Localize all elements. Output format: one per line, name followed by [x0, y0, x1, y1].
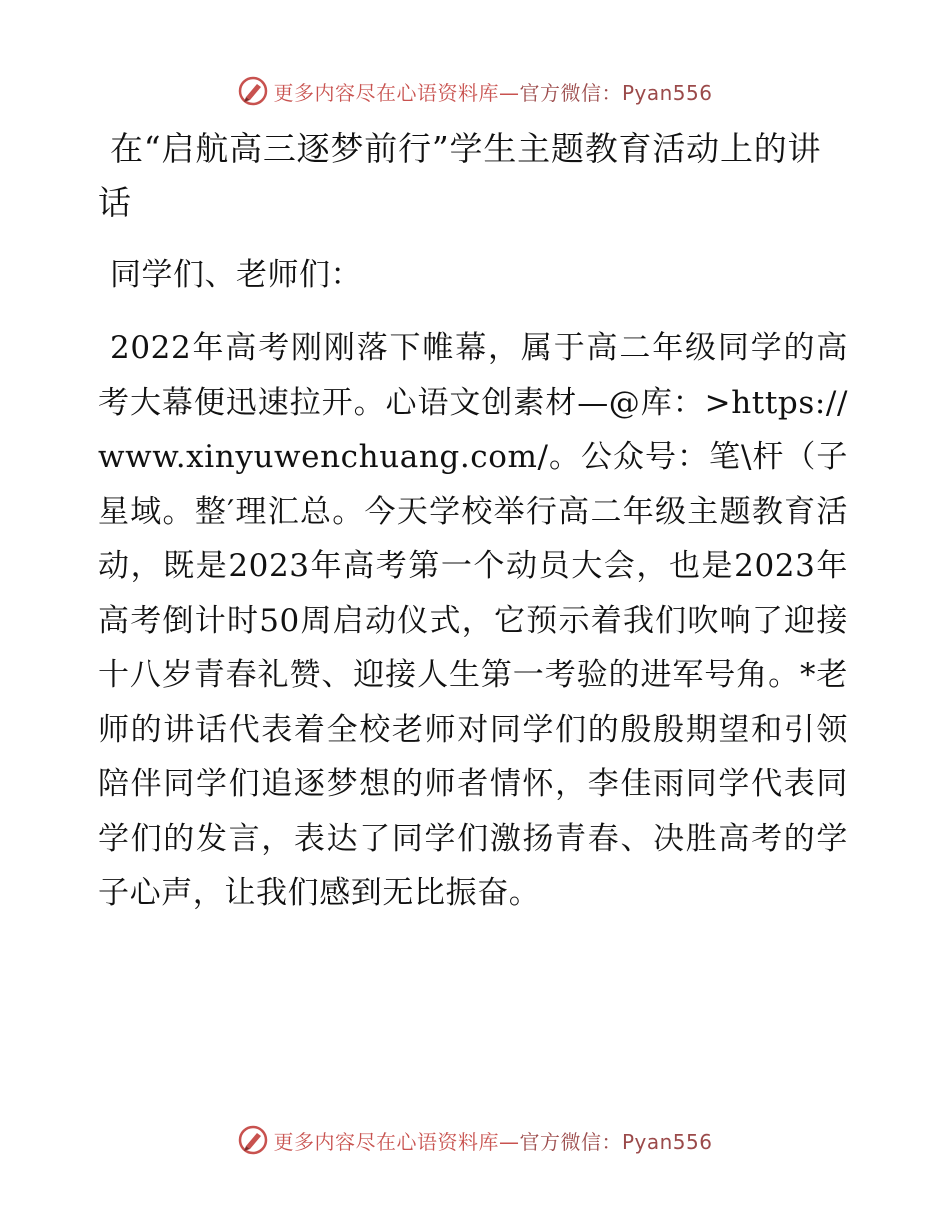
document-title: 在“启航高三逐梦前行”学生主题教育活动上的讲话 [98, 129, 822, 222]
body-paragraph: 2022年高考刚刚落下帷幕，属于高二年级同学的高考大幕便迅速拉开。心语文创素材—@库：>https://www.xinyuwenchuang.com/。公众号：笔\杆（子星域。整′理汇总。今天学校举行高二年级主题教育活动，既是2023年高考第一个动员大会，也是2023年高考倒计时50周启动仪式，它预示着我们吹响了迎接十八岁青春礼赞、迎接人生第一考验的进军号角。*老师的讲话代表着全校老师对同学们的殷殷期望和引领陪伴同学们追逐梦想的师者情怀，李佳雨同学代表同学们的发言，表达了同学们激扬青春、决胜高考的学子心声，让我们感到无比振奋。 [98, 330, 848, 911]
header-wechat-label: 官方微信：Pyan556 [519, 80, 713, 105]
pen-circle-logo-icon [237, 1124, 269, 1156]
header-banner-text: 更多内容尽在心语资料库—官方微信：Pyan556 [273, 80, 713, 105]
header-banner [0, 71, 950, 111]
footer-banner [0, 1120, 950, 1160]
pen-circle-logo-icon [237, 75, 269, 107]
footer-banner-text: 更多内容尽在心语资料库—官方微信：Pyan556 [273, 1129, 713, 1154]
footer-wechat-label: 官方微信：Pyan556 [519, 1129, 713, 1154]
document-body [98, 122, 848, 921]
greeting-line: 同学们、老师们： [110, 257, 362, 293]
